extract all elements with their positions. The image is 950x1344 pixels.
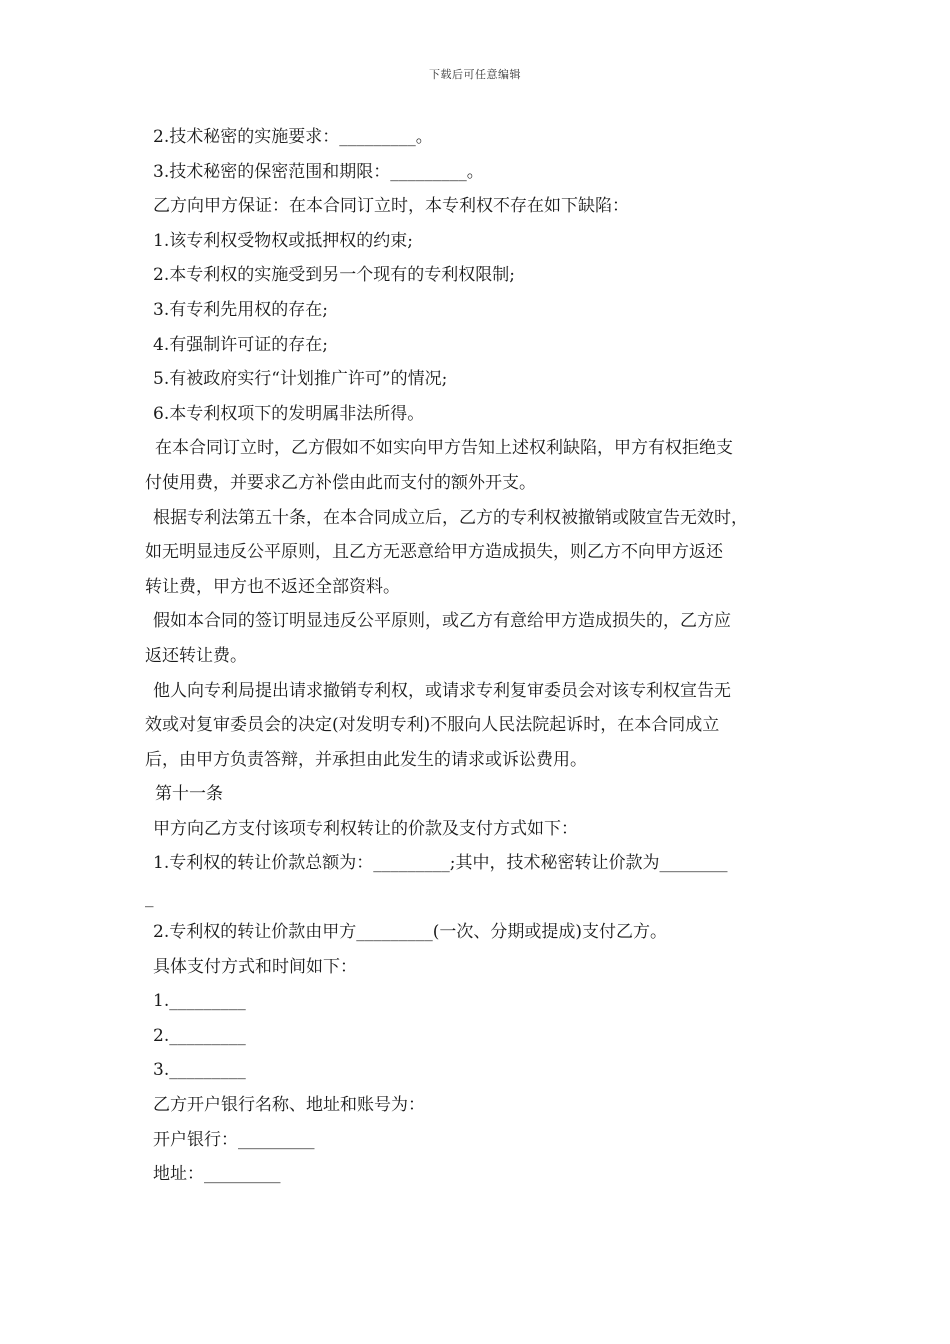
document-line: 6.本专利权项下的发明属非法所得。 <box>153 403 425 424</box>
document-line: 1.该专利权受物权或抵押权的约束; <box>153 230 413 251</box>
document-line: 付使用费，并要求乙方补偿由此而支付的额外开支。 <box>145 472 536 493</box>
document-line: 地址：_________ <box>153 1164 281 1185</box>
document-line: 2.技术秘密的实施要求：_________。 <box>153 127 433 147</box>
document-line: 他人向专利局提出请求撤销专利权，或请求专利复审委员会对该专利权宣告无 <box>153 680 731 701</box>
document-line: 后，由甲方负责答辩，并承担由此发生的请求或诉讼费用。 <box>145 749 587 770</box>
document-line: 2._________ <box>153 1025 246 1046</box>
document-line: 2.本专利权的实施受到另一个现有的专利权限制; <box>153 265 515 286</box>
document-line: 5.有被政府实行“计划推广许可”的情况; <box>153 369 448 390</box>
document-line: 甲方向乙方支付该项专利权转让的价款及支付方式如下： <box>153 818 578 839</box>
document-line: 3.技术秘密的保密范围和期限：_________。 <box>153 161 484 182</box>
document-line: 3._________ <box>153 1060 246 1081</box>
page-header-note: 下载后可任意编辑 <box>429 68 521 81</box>
document-body <box>145 120 815 1192</box>
document-line: 1._________ <box>153 991 246 1012</box>
document-line: 第十一条 <box>155 784 223 805</box>
document-line: 1.专利权的转让价款总额为：_________;其中，技术秘密转让价款为________ <box>153 853 728 874</box>
document-line: 乙方开户银行名称、地址和账号为： <box>153 1095 425 1116</box>
document-line: 开户银行：_________ <box>153 1129 315 1150</box>
document-line: 转让费，甲方也不返还全部资料。 <box>145 576 400 597</box>
document-line: 根据专利法第五十条，在本合同成立后，乙方的专利权被撤销或陂宣告无效时， <box>153 507 748 528</box>
document-line: 3.有专利先用权的存在; <box>153 299 328 320</box>
document-line: 在本合同订立时，乙方假如不如实向甲方告知上述权利缺陷，甲方有权拒绝支 <box>155 438 733 459</box>
document-line: 效或对复审委员会的决定(对发明专利)不服向人民法院起诉时，在本合同成立 <box>145 715 720 736</box>
document-line: 4.有强制许可证的存在; <box>153 334 328 355</box>
document-line: 如无明显违反公平原则，且乙方无恶意给甲方造成损失，则乙方不向甲方返还 <box>145 542 723 563</box>
document-line: 假如本合同的签订明显违反公平原则，或乙方有意给甲方造成损失的，乙方应 <box>153 611 731 632</box>
document-line: 2.专利权的转让价款由甲方_________(一次、分期或提成)支付乙方。 <box>153 922 667 943</box>
document-line: 返还转让费。 <box>145 645 247 666</box>
document-line: 乙方向甲方保证：在本合同订立时，本专利权不存在如下缺陷： <box>153 196 629 217</box>
document-line: 具体支付方式和时间如下： <box>153 956 357 977</box>
document-line: _ <box>145 888 154 909</box>
